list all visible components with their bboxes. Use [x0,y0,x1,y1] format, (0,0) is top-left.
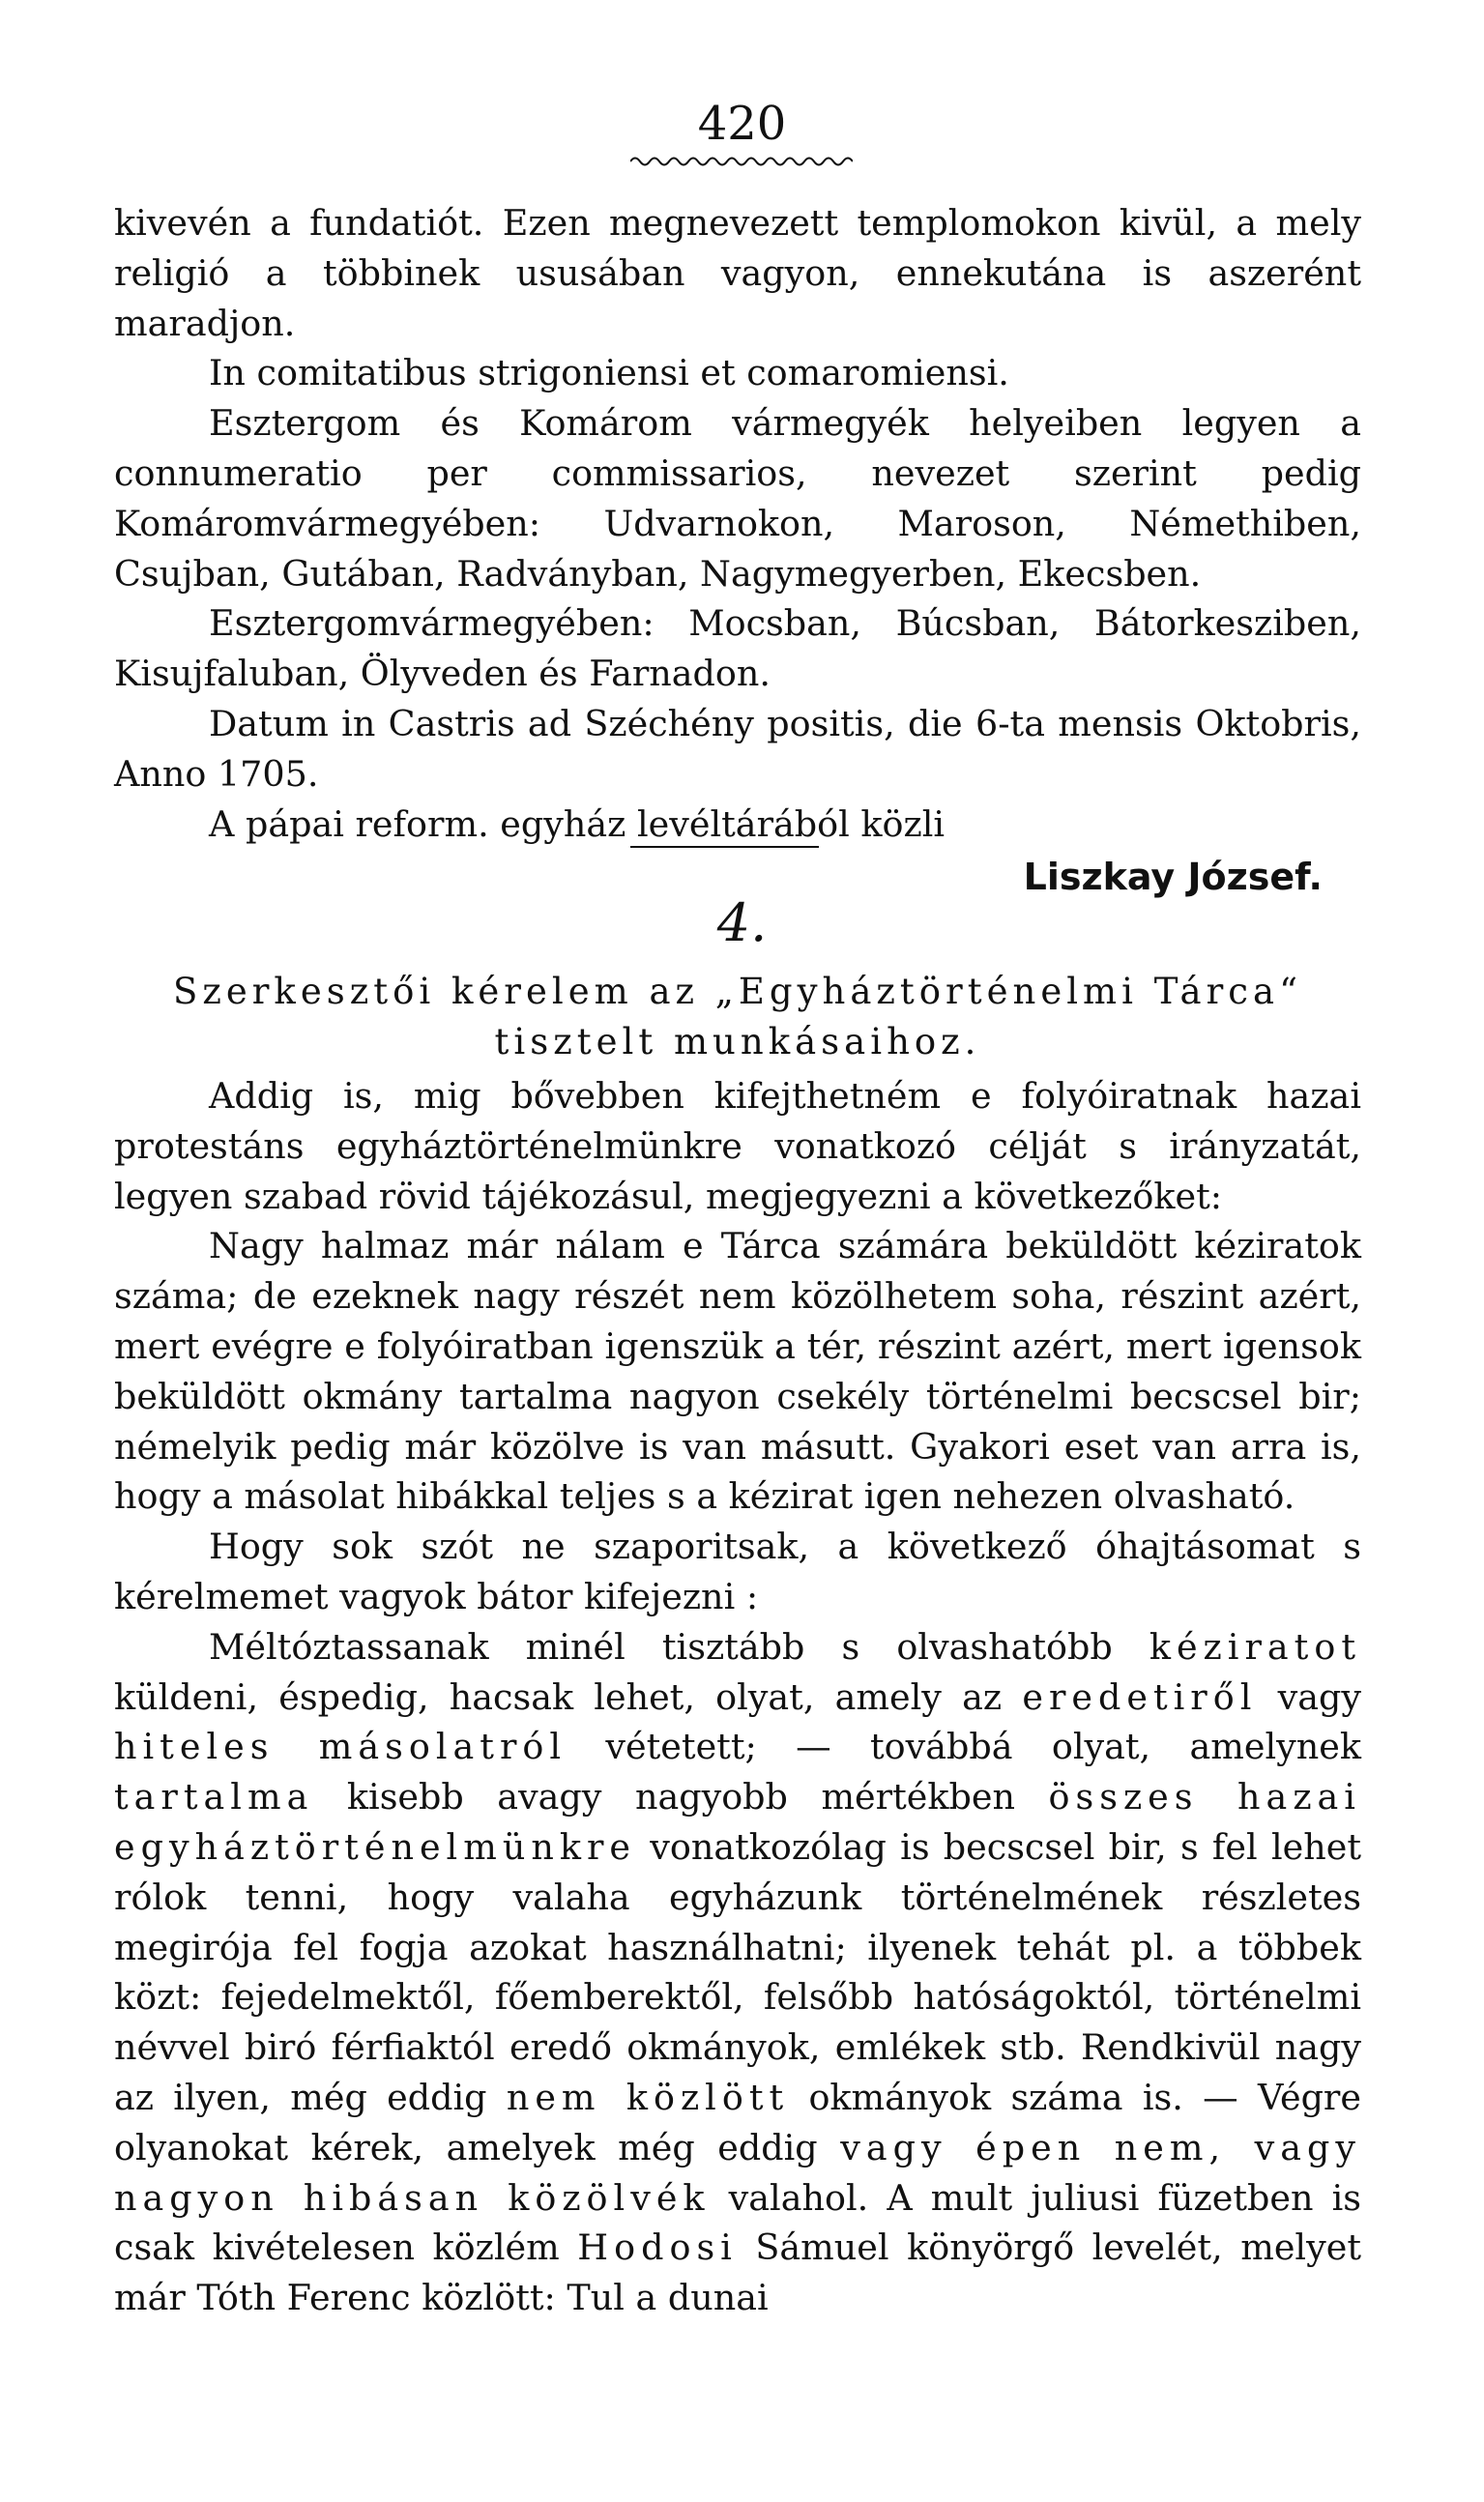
text-run: vétetett; — továbbá olyat, amelynek [567,1726,1361,1768]
paragraph: Datum in Castris ad Széchény positis, die 6-ta mensis Oktobris, Anno 1705. [114,702,1361,795]
section-title [114,967,1361,1067]
paragraph: Nagy halmaz már nálam e Tárca számára beküldött kéziratok száma; de ezeknek nagy részét nem közölhetem soha, részint azért, mert evégre e folyóiratban igenszük a tér, részint azért, mert igensok beküldött okmány tartalma nagyon csekély történelmi becscsel bir; némelyik pedig már közölve is van másutt. Gyakori eset van arra is, hogy a másolat hibákkal teljes s a kézirat igen nehezen olvasható. [114,1225,1361,1518]
wavy-ornament-icon [630,155,853,168]
text-run: küldeni, éspedig, hacsak lehet, olyat, amely az [114,1675,1023,1718]
emphasized-text: kéziratot [1149,1625,1361,1668]
source-note: A pápai reform. egyház levéltárából közli [209,802,946,845]
author-signature: Liszkay József. [1023,856,1323,899]
text-run: Méltóztassanak minél tisztább s olvashatóbb [209,1625,1149,1668]
body-section [114,1071,1361,2323]
section-number: 4. [716,892,768,953]
section-title-line-2: tisztelt munkásaihoz. [494,1021,981,1062]
paragraph [114,1622,1361,2323]
paragraph: kivevén a fundatiót. Ezen megnevezett templomokon kivül, a mely religió a többinek ususában vagyon, ennekutána is aszerént maradjon. [114,202,1361,344]
text-run: vagy [1257,1675,1361,1718]
paragraph: Hogy sok szót ne szaporitsak, a következő óhajtásomat s kérelmemet vagyok bátor kifejezni : [114,1526,1361,1617]
emphasized-text: vagy épen nem, vagy nagyon hibásan közölvék [114,2126,1361,2219]
text-run: okmányok száma is. — Végre olyanokat kérek, amelyek még eddig [114,2076,1361,2168]
emphasized-text: nem közlött [506,2076,790,2118]
paragraph: Addig is, mig bővebben kifejthetném e folyóiratnak hazai protestáns egyháztörténelmünkre vonatkozó célját s irányzatát, legyen szabad rövid tájékozásul, megjegyezni a következőket: [114,1075,1361,1217]
top-section [114,198,1361,903]
text-run: kisebb avagy nagyobb mértékben [313,1776,1049,1818]
paragraph: In comitatibus strigoniensi et comaromiensi. [209,352,1009,394]
text-run: Sámuel könyörgő levelét, melyet már Tóth Ferenc közlött: Tul a dunai [114,2226,1361,2319]
page-number: 420 [697,97,787,151]
paragraph: Esztergom és Komárom vármegyék helyeiben legyen a connumeratio per commissarios, nevezet szerint pedig Komáromvármegyében: Udvarnokon, Maroson, Némethiben, Csujban, Gutában, Radványban, Nagymegyerben, Ekecsben. [114,402,1361,595]
section-divider [630,846,819,848]
emphasized-text: eredetiről [1022,1675,1258,1718]
emphasized-text: tartalma [114,1776,314,1818]
text-run: valahol. A mult juliusi füzetben is csak kivételesen közlém [114,2176,1361,2269]
emphasized-text: Hodosi [577,2226,738,2269]
emphasized-text: összes hazai egyháztörténelmünkre [114,1776,1361,1868]
section-title-line-1: Szerkesztői kérelem az „Egyháztörténelmi Tárca“ [173,971,1302,1012]
emphasized-text: hiteles másolatról [114,1726,567,1768]
paragraph: Esztergomvármegyében: Mocsban, Búcsban, Bátorkesziben, Kisujfaluban, Ölyveden és Farnadon. [114,602,1361,695]
text-run: vonatkozólag is becscsel bir, s fel lehet rólok tenni, hogy valaha egyházunk történelmének részletes megirója fel fogja azokat használhatni; ilyenek tehát pl. a többek közt: fejedelmektől, főemberektől, felsőbb hatóságoktól, történelmi névvel biró férfiaktól eredő okmányok, emlékek stb. Rendkivül nagy az ilyen, még eddig [114,1825,1361,2118]
